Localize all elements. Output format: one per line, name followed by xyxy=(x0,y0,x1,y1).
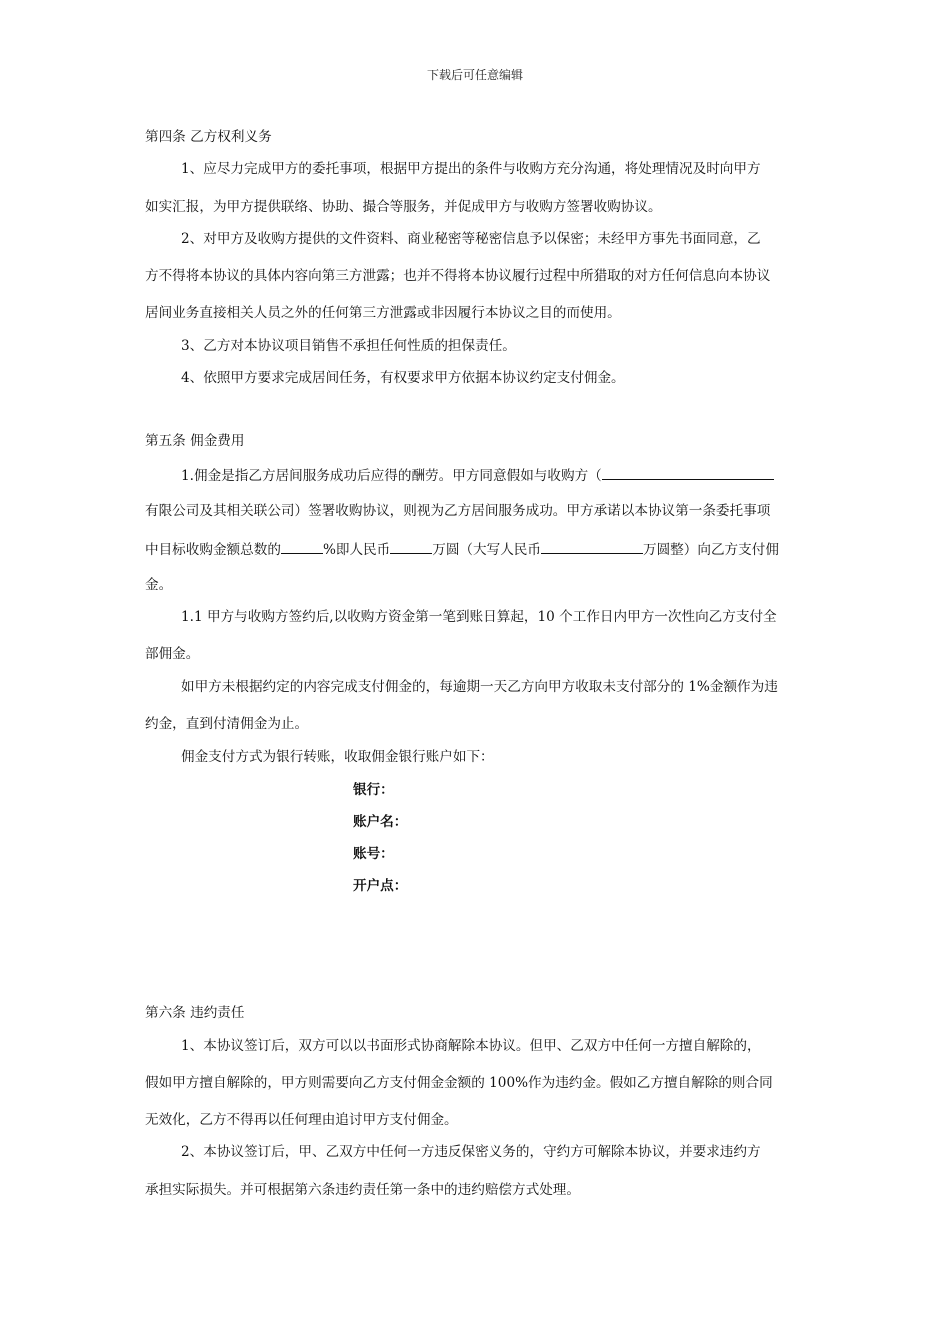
article-5-para-1-line-3 xyxy=(145,539,815,559)
article-4-para-1-line-1: 1、应尽力完成甲方的委托事项，根据甲方提出的条件与收购方充分沟通，将处理情况及时向甲方 xyxy=(181,161,761,177)
article-6-para-1-line-1: 1、本协议签订后，双方可以以书面形式协商解除本协议。但甲、乙双方中任何一方擅自解除的， xyxy=(181,1038,761,1054)
article-5-para-1-line-2: 有限公司及其相关联公司）签署收购协议，则视为乙方居间服务成功。甲方承诺以本协议第一条委托事项 xyxy=(145,503,771,519)
article-6-para-1-line-2: 假如甲方擅自解除的，甲方则需要向乙方支付佣金金额的 100%作为违约金。假如乙方擅自解除的则合同 xyxy=(145,1075,773,1091)
article-6-para-2-line-1: 2、本协议签订后，甲、乙双方中任何一方违反保密义务的，守约方可解除本协议，并要求违约方 xyxy=(181,1144,761,1160)
article-5-para-3-line-1: 如甲方未根据约定的内容完成支付佣金的，每逾期一天乙方向甲方收取未支付部分的 1%金额作为违 xyxy=(181,679,778,695)
article-6-para-1-line-3: 无效化，乙方不得再以任何理由追讨甲方支付佣金。 xyxy=(145,1112,458,1128)
article-5-para-2-line-2: 部佣金。 xyxy=(145,646,200,662)
article-5-para-1-text: 1.佣金是指乙方居间服务成功后应得的酬劳。甲方同意假如与收购方（ xyxy=(181,468,602,484)
article-6-para-2-line-2: 承担实际损失。并可根据第六条违约责任第一条中的违约赔偿方式处理。 xyxy=(145,1182,580,1198)
bank-label: 银行： xyxy=(353,782,394,798)
account-number-label: 账号： xyxy=(353,846,394,862)
page-header: 下载后可任意编辑 xyxy=(426,68,523,82)
article-5-para-4: 佣金支付方式为银行转账，收取佣金银行账户如下： xyxy=(181,749,494,765)
article-4-para-3: 3、乙方对本协议项目销售不承担任何性质的担保责任。 xyxy=(181,338,516,354)
article-5-text-2: %即人民币 xyxy=(322,542,391,558)
article-4-para-2-line-2: 方不得将本协议的具体内容向第三方泄露；也并不得将本协议履行过程中所猎取的对方任何信息向本协议 xyxy=(145,268,771,284)
amount-capital-blank xyxy=(541,539,643,554)
article-6-title: 第六条 违约责任 xyxy=(145,1005,245,1021)
article-5-text-1: 中目标收购金额总数的 xyxy=(145,542,281,558)
article-4-para-4: 4、依照甲方要求完成居间任务，有权要求甲方依据本协议约定支付佣金。 xyxy=(181,370,625,386)
article-5-para-1-line-1 xyxy=(181,465,815,485)
article-5-para-3-line-2: 约金，直到付清佣金为止。 xyxy=(145,716,309,732)
article-5-text-4: 万圆整）向乙方支付佣 xyxy=(642,542,779,558)
branch-label: 开户点： xyxy=(353,878,408,894)
article-5-title: 第五条 佣金费用 xyxy=(145,433,245,449)
percentage-blank xyxy=(281,539,323,554)
article-4-title: 第四条 乙方权利义务 xyxy=(145,129,272,145)
article-5-text-3: 万圆（大写人民币 xyxy=(432,542,541,558)
article-4-para-2-line-3: 居间业务直接相关人员之外的任何第三方泄露或非因履行本协议之目的而使用。 xyxy=(145,305,621,321)
amount-blank xyxy=(390,539,432,554)
buyer-name-blank xyxy=(602,465,774,480)
article-4-para-1-line-2: 如实汇报，为甲方提供联络、协助、撮合等服务，并促成甲方与收购方签署收购协议。 xyxy=(145,199,662,215)
article-5-para-2-line-1: 1.1 甲方与收购方签约后,以收购方资金第一笔到账日算起，10 个工作日内甲方一次性向乙方支付全 xyxy=(181,609,777,625)
article-4-para-2-line-1: 2、对甲方及收购方提供的文件资料、商业秘密等秘密信息予以保密；未经甲方事先书面同意，乙 xyxy=(181,231,761,247)
account-name-label: 账户名： xyxy=(353,814,408,830)
article-5-para-1-line-4: 金。 xyxy=(145,577,173,593)
